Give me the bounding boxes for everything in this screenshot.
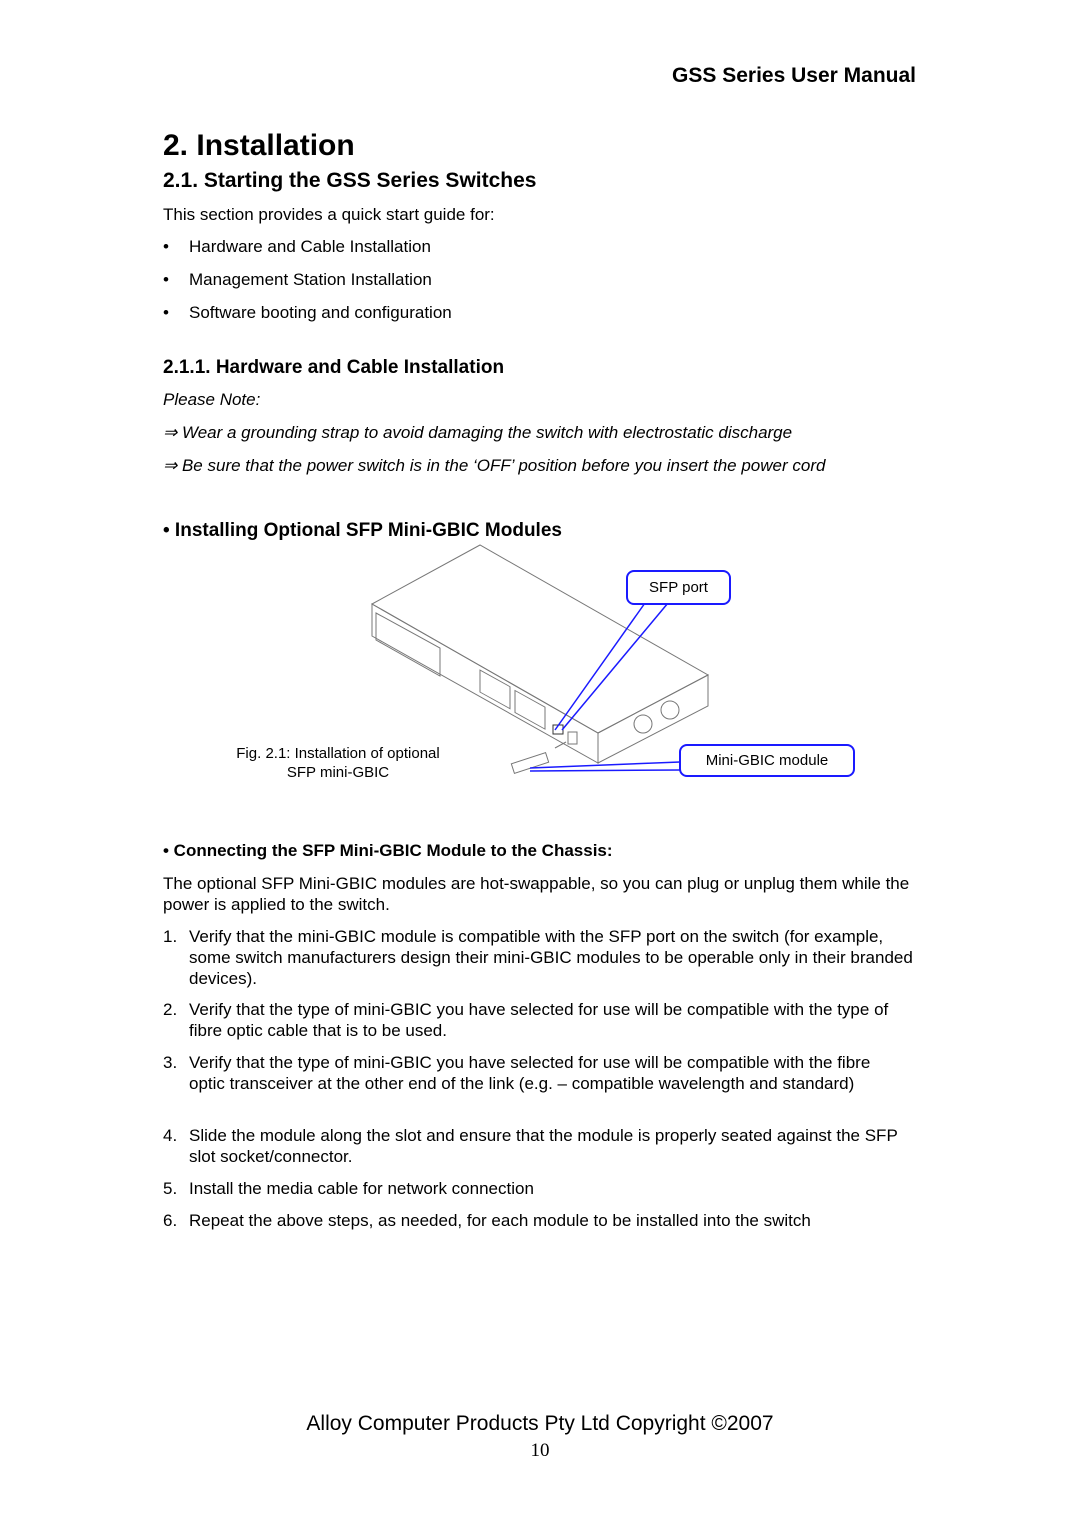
page-number: 10 [530, 1440, 550, 1461]
connect-paragraph [163, 873, 923, 915]
step-text: Verify that the type of mini-GBIC you have selected for use will be compatible with the type of fibre optic cable that is to be used. [189, 1000, 889, 1040]
step-text: Repeat the above steps, as needed, for each module to be installed into the switch [189, 1211, 811, 1230]
step-text: Install the media cable for network connection [189, 1179, 534, 1198]
step-item [163, 926, 918, 989]
note-label: Please Note: [163, 390, 261, 409]
guide-item-text: Hardware and Cable Installation [189, 237, 431, 256]
step-text: Slide the module along the slot and ensure that the module is properly seated against the SFP slot socket/connector. [189, 1126, 898, 1166]
step-number: 5. [163, 1179, 178, 1198]
subsection-title: 2.1.1. Hardware and Cable Installation [163, 357, 505, 378]
running-header: GSS Series User Manual [672, 64, 916, 87]
step-item [163, 999, 923, 1041]
chapter-title: 2. Installation [163, 129, 355, 162]
paragraph-text: The optional SFP Mini-GBIC modules are hot-swappable, so you can plug or unplug them while the power is applied to the switch. [163, 874, 910, 914]
guide-item: • Software booting and configuration [163, 303, 452, 322]
step-number: 3. [163, 1053, 178, 1072]
footer-copyright: Alloy Computer Products Pty Ltd Copyright ©2007 [306, 1412, 774, 1435]
section-title: 2.1. Starting the GSS Series Switches [163, 169, 537, 192]
note-item: ⇒ Be sure that the power switch is in the ‘OFF’ position before you insert the power cord [163, 456, 826, 475]
callout-mini-gbic: Mini-GBIC module [679, 744, 855, 777]
step-text: Verify that the mini-GBIC module is compatible with the SFP port on the switch (for example, some switch manufacturers design their mini-GBIC modules to be operable only in their branded devices). [189, 927, 913, 988]
callout-sfp-port: SFP port [626, 570, 731, 605]
switch-front [372, 604, 598, 763]
note-item: ⇒ Wear a grounding strap to avoid damaging the switch with electrostatic discharge [163, 423, 793, 442]
step-number: 2. [163, 1000, 178, 1019]
step-number: 1. [163, 927, 178, 946]
connect-heading: • Connecting the SFP Mini-GBIC Module to the Chassis: [163, 841, 613, 860]
caption-line: Fig. 2.1: Installation of optional [236, 745, 440, 762]
guide-item-text: Management Station Installation [189, 270, 432, 289]
figure-caption [218, 744, 458, 782]
guide-item-text: Software booting and configuration [189, 303, 452, 322]
intro-text: This section provides a quick start guide for: [163, 205, 495, 224]
step-item [163, 1052, 883, 1094]
step-text: Verify that the type of mini-GBIC you have selected for use will be compatible with the fibre optic transceiver at the other end of the link (e.g. – compatible wavelength and standard) [189, 1053, 871, 1093]
caption-line: SFP mini-GBIC [286, 764, 390, 781]
step-item [163, 1210, 923, 1231]
guide-item: • Management Station Installation [163, 270, 432, 289]
sfp-heading: • Installing Optional SFP Mini-GBIC Modules [163, 520, 562, 541]
port-group [480, 670, 545, 729]
step-item [163, 1125, 913, 1167]
step-item [163, 1178, 923, 1199]
step-number: 6. [163, 1211, 178, 1230]
step-number: 4. [163, 1126, 178, 1145]
guide-item: • Hardware and Cable Installation [163, 237, 431, 256]
